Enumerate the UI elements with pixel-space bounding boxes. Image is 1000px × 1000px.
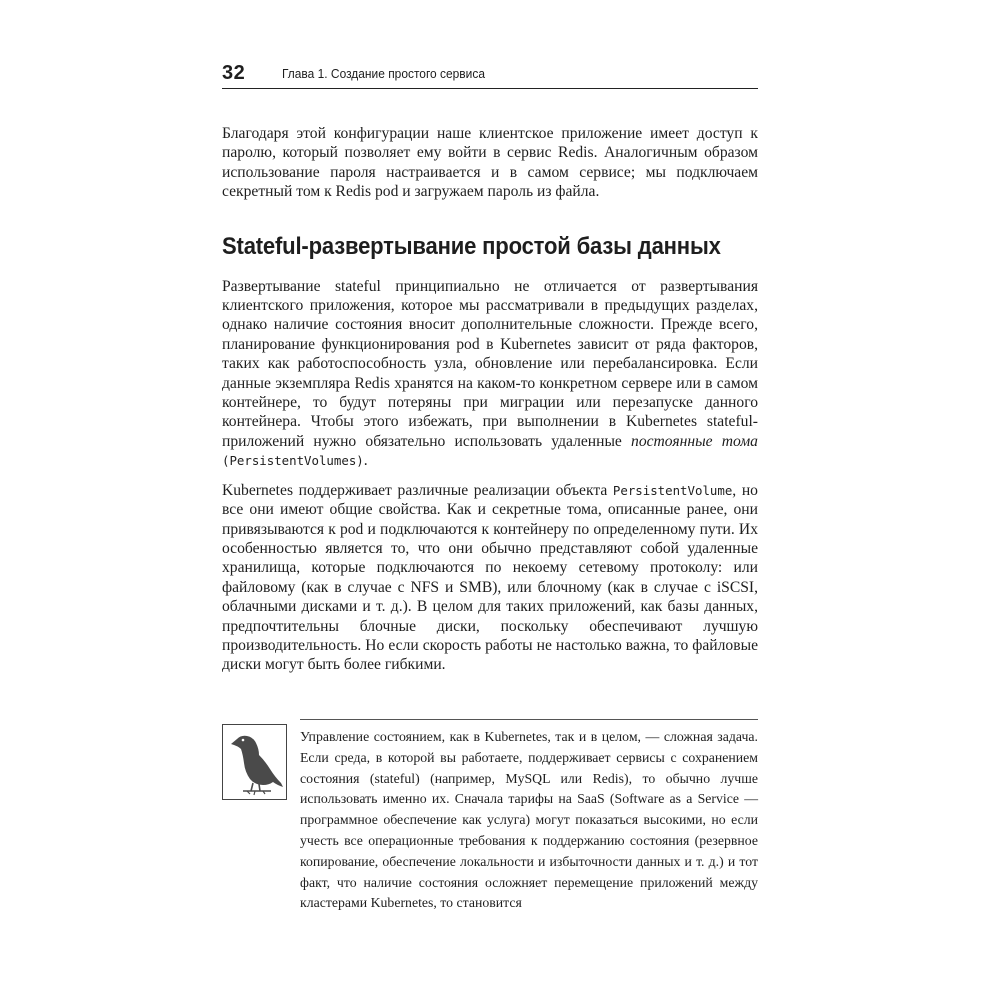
body-paragraph-2 bbox=[222, 481, 758, 675]
crow-icon bbox=[222, 724, 287, 800]
persistent-volumes-emphasis: постоянные тома bbox=[631, 432, 758, 450]
section-heading: Stateful-развертывание простой базы данных bbox=[222, 232, 721, 260]
paragraph-1-end: . bbox=[363, 452, 368, 470]
paragraph-1-text: Развертывание stateful принципиально не отличается от развертывания клиентского приложения, которое мы рассматривали в предыдущих разделах, однако наличие состояния вносит дополнительные сложности. Прежде всего, планирование функционирования pod в Kubernetes зависит от ряда факторов, таких как работоспособность узла, обновление или перебалансировка. Если данные экземпляра Redis хранятся на каком-то конкретном сервере или в самом контейнере, то будут потеряны при миграции или перезапуске данного контейнера. Чтобы этого избежать, при выполнении в Kubernetes stateful-приложений нужно обязательно использовать удаленные bbox=[222, 277, 758, 450]
paragraph-2-start: Kubernetes поддерживает различные реализации объекта bbox=[222, 481, 608, 499]
note-block bbox=[222, 719, 758, 919]
note-text: Управление состоянием, как в Kubernetes, так и в целом, — сложная задача. Если среда, в которой вы работаете, поддерживает сервисы с сохранением состояния (stateful) (например, MySQL или Redis), то обычно лучше использовать именно их. Сначала тарифы на SaaS (Software as a Service — программное обеспечение как услуга) могут показаться высокими, но если учесть все операционные требования к поддержанию состояния (резервное копирование, обеспечение локальности и избыточности данных и т. д.) и тот факт, что наличие состояния осложняет перемещение приложений между кластерами Kubernetes, то становится bbox=[300, 729, 758, 911]
paragraph-2-rest: , но все они имеют общие свойства. Как и секретные тома, описанные ранее, они привязываются к pod и подключаются к контейнеру по определенному пути. Их особенностью является то, что они обычно представляют собой удаленные хранилища, которые подключаются по некоему сетевому протоколу: или файловому (как в случае с NFS и SMB), или блочному (как в случае с iSCSI, облачными дисками и т. д.). В целом для таких приложений, как базы данных, предпочтительны блочные диски, поскольку обеспечивают лучшую производительность. Но если скорость работы не настолько важна, то файловые диски могут быть более гибкими. bbox=[222, 481, 758, 674]
persistent-volumes-code: (PersistentVolumes) bbox=[222, 453, 364, 469]
running-title: Глава 1. Создание простого сервиса bbox=[282, 66, 485, 81]
persistent-volume-code: PersistentVolume bbox=[612, 482, 733, 498]
page-body bbox=[222, 124, 758, 675]
intro-paragraph: Благодаря этой конфигурации наше клиентское приложение имеет доступ к паролю, который позволяет ему войти в сервис Redis. Аналогичным образом использование пароля настраивается и в самом сервисе; мы подключаем секретный том к Redis pod и загружаем пароль из файла. bbox=[222, 125, 758, 201]
page-header bbox=[222, 58, 758, 89]
body-paragraph-1 bbox=[222, 277, 758, 471]
note-divider bbox=[300, 719, 758, 720]
page-number: 32 bbox=[222, 62, 246, 84]
